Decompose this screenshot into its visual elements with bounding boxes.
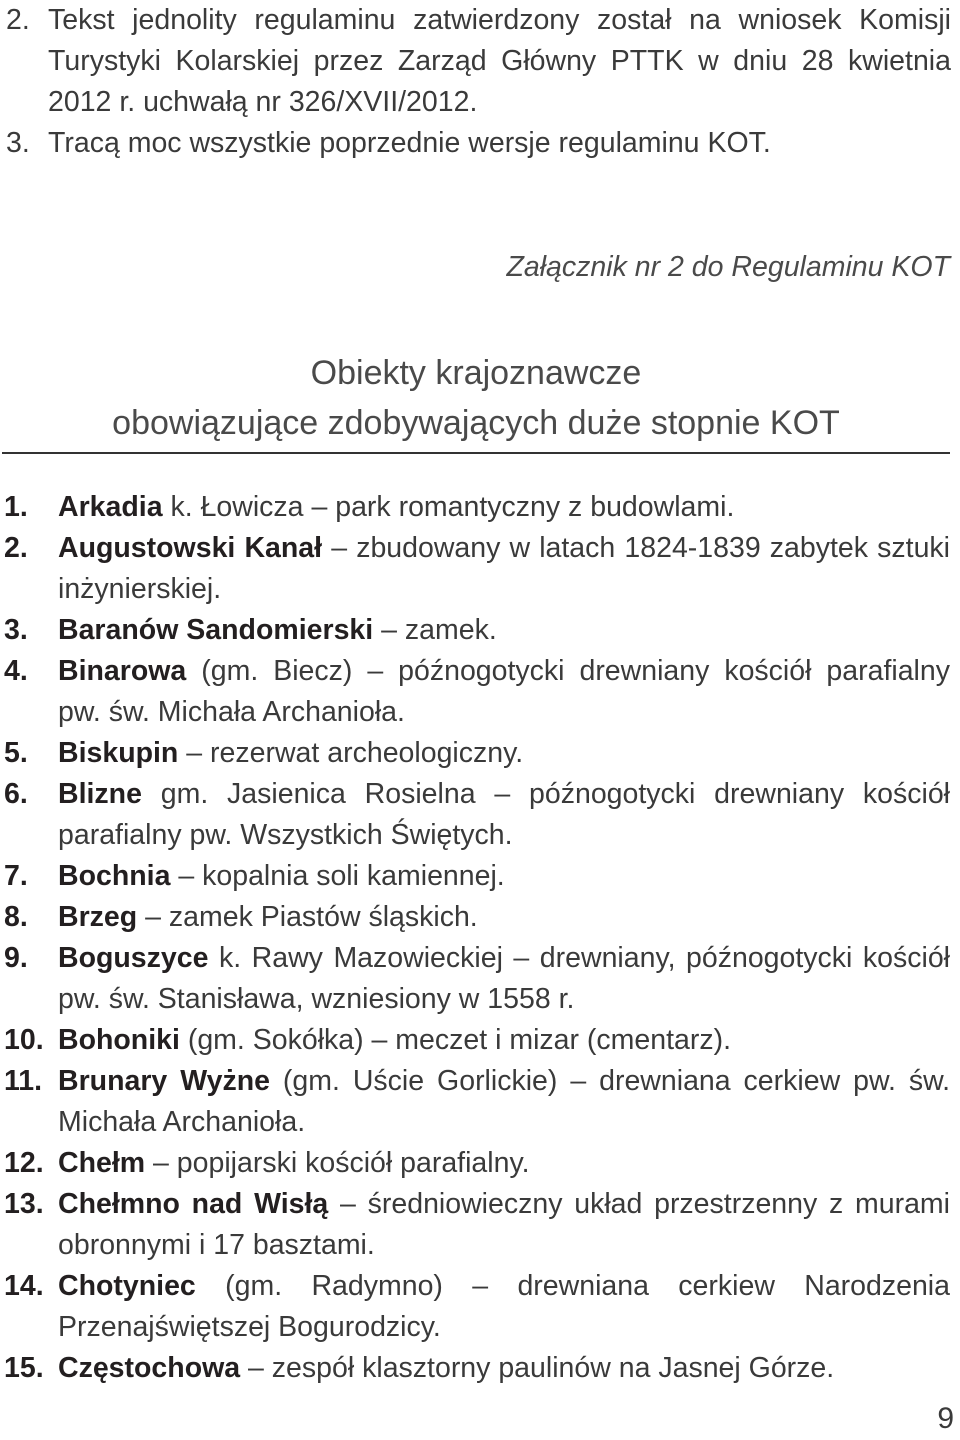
intro-item-text: Tracą moc wszystkie poprzednie wersje regulaminu KOT. xyxy=(48,127,771,159)
list-item xyxy=(4,487,950,528)
item-text xyxy=(58,1266,950,1348)
item-number: 3. xyxy=(4,614,28,646)
item-name: Bochnia xyxy=(58,860,171,892)
item-description: – zamek Piastów śląskich. xyxy=(137,901,478,933)
item-text xyxy=(58,1184,950,1266)
intro-list xyxy=(6,0,951,164)
item-name: Biskupin xyxy=(58,737,179,769)
item-text xyxy=(58,1020,950,1061)
item-description: – rezerwat archeologiczny. xyxy=(178,737,524,769)
annex-title: Załącznik nr 2 do Regulaminu KOT xyxy=(506,251,950,283)
list-item xyxy=(4,1184,950,1266)
list-item xyxy=(4,897,950,938)
item-name: Boguszyce xyxy=(58,942,209,974)
item-name: Blizne xyxy=(58,778,142,810)
title-line-1: Obiekty krajoznawcze xyxy=(310,354,642,392)
list-item xyxy=(4,1266,950,1348)
item-description: – zamek. xyxy=(373,614,497,646)
item-text xyxy=(58,897,950,938)
item-number: 4. xyxy=(4,655,28,687)
list-item xyxy=(4,774,950,856)
item-number: 8. xyxy=(4,901,28,933)
item-name: Brunary Wyżne xyxy=(58,1065,270,1097)
item-number: 11. xyxy=(4,1065,43,1097)
page-number: 9 xyxy=(937,1402,954,1435)
intro-item-text: Tekst jednolity regulaminu zatwierdzony został na wniosek Komisji Turystyki Kolarskiej przez Zarząd Główny PTTK w dniu 28 kwietnia 2012 r. uchwałą nr 326/XVII/2012. xyxy=(48,4,951,118)
item-text xyxy=(58,856,950,897)
item-text xyxy=(58,733,950,774)
item-number: 15. xyxy=(4,1352,44,1384)
item-number: 12. xyxy=(4,1147,44,1179)
list-item xyxy=(4,610,950,651)
intro-item xyxy=(6,123,951,164)
item-name: Baranów Sandomierski xyxy=(58,614,374,646)
item-text xyxy=(58,651,950,733)
item-number: 10. xyxy=(4,1024,44,1056)
item-name: Chełm xyxy=(58,1147,146,1179)
item-description: – średniowieczny układ przestrzenny z murami obronnymi i 17 basztami. xyxy=(58,1188,950,1261)
item-name: Binarowa xyxy=(58,655,187,687)
list-item xyxy=(4,528,950,610)
divider xyxy=(2,452,950,454)
item-number: 5. xyxy=(4,737,28,769)
item-name: Augustowski Kanał xyxy=(58,532,323,564)
list-item xyxy=(4,651,950,733)
item-text xyxy=(58,487,950,528)
title-line-2: obowiązujące zdobywających duże stopnie KOT xyxy=(112,404,840,442)
item-description: (gm. Uście Gorlickie) – drewniana cerkiew pw. św. Michała Archanioła. xyxy=(58,1065,950,1138)
item-description: (gm. Biecz) – późnogotycki drewniany kościół parafialny pw. św. Michała Archanioła. xyxy=(58,655,950,728)
item-description: (gm. Sokółka) – meczet i mizar (cmentarz). xyxy=(179,1024,732,1056)
item-description: – zbudowany w latach 1824-1839 zabytek sztuki inżynierskiej. xyxy=(58,532,951,605)
item-number: 6. xyxy=(4,778,28,810)
intro-item xyxy=(6,0,951,123)
item-description: – kopalnia soli kamiennej. xyxy=(170,860,505,892)
list-item xyxy=(4,1020,950,1061)
item-description: k. Łowicza – park romantyczny z budowlami. xyxy=(162,491,735,523)
item-text xyxy=(58,774,950,856)
item-number: 14. xyxy=(4,1270,44,1302)
intro-item-number: 2. xyxy=(6,4,30,36)
item-number: 7. xyxy=(4,860,28,892)
list-item xyxy=(4,856,950,897)
item-text xyxy=(58,1061,950,1143)
list-item xyxy=(4,938,950,1020)
item-text xyxy=(58,610,950,651)
list-item xyxy=(4,1348,950,1389)
item-description: (gm. Radymno) – drewniana cerkiew Narodzenia Przenajświętszej Bogurodzicy. xyxy=(58,1270,950,1343)
item-name: Chotyniec xyxy=(58,1270,196,1302)
item-number: 13. xyxy=(4,1188,44,1220)
item-description: gm. Jasienica Rosielna – późnogotycki drewniany kościół parafialny pw. Wszystkich Świętych. xyxy=(58,778,950,851)
list-item xyxy=(4,1061,950,1143)
item-description: – popijarski kościół parafialny. xyxy=(145,1147,530,1179)
item-name: Chełmno nad Wisłą xyxy=(58,1188,329,1220)
item-number: 9. xyxy=(4,942,28,974)
item-name: Arkadia xyxy=(58,491,163,523)
item-name: Bohoniki xyxy=(58,1024,180,1056)
item-text xyxy=(58,528,950,610)
item-number: 2. xyxy=(4,532,28,564)
item-text xyxy=(58,1143,950,1184)
intro-item-number: 3. xyxy=(6,127,30,159)
item-description: – zespół klasztorny paulinów na Jasnej Górze. xyxy=(240,1352,835,1384)
list-item xyxy=(4,1143,950,1184)
objects-list xyxy=(4,487,950,1389)
item-name: Brzeg xyxy=(58,901,138,933)
item-name: Częstochowa xyxy=(58,1352,241,1384)
item-text xyxy=(58,1348,950,1389)
item-number: 1. xyxy=(4,491,28,523)
item-text xyxy=(58,938,950,1020)
page-title xyxy=(0,348,952,448)
list-item xyxy=(4,733,950,774)
item-description: k. Rawy Mazowieckiej – drewniany, późnogotycki kościół pw. św. Stanisława, wzniesiony w 1558 r. xyxy=(58,942,950,1015)
